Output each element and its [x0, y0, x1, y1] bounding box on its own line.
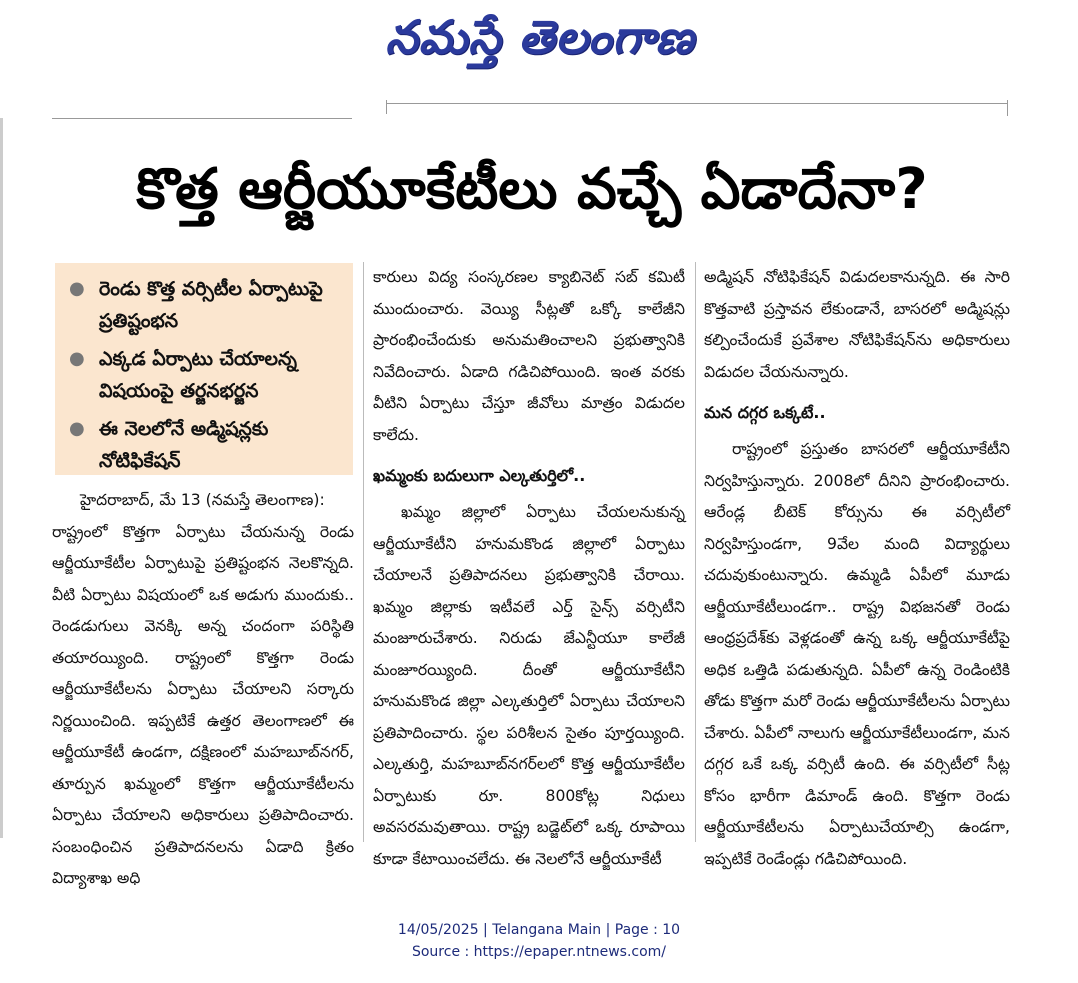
- footer-source: Source : https://epaper.ntnews.com/: [411, 944, 667, 960]
- rule-tick-right: [1007, 100, 1008, 116]
- highlight-text: రెండు కొత్త వర్సిటీల ఏర్పాటుపై ప్రతిష్టంభన: [99, 278, 323, 332]
- section-subhead: మన దగ్గర ఒక్కటే..: [704, 403, 826, 422]
- section-subhead: ఖమ్మంకు బదులుగా ఎల్కతుర్తిలో..: [373, 466, 586, 485]
- column-divider: [695, 262, 696, 842]
- bullet-icon: ●: [69, 348, 85, 369]
- highlight-text: ఈ నెలలోనే అడ్మిషన్లకు నోటిఫికేషన్: [99, 418, 269, 472]
- column-divider: [363, 262, 364, 842]
- highlight-text: ఎక్కడ ఏర్పాటు చేయాలన్న విషయంపై తర్జనభర్జన: [99, 348, 297, 402]
- bullet-icon: ●: [69, 278, 85, 299]
- highlights-box: [55, 263, 353, 475]
- body-paragraph: రాష్ట్రంలో కొత్తగా ఏర్పాటు చేయనున్న రెండు ఆర్జీయూకేటీల ఏర్పాటుపై ప్రతిష్టంభన నెలకొన్నది. వీటి ఏర్పాటు విషయంలో ఒక అడుగు ముందుకు.. రెండడుగులు వెనక్కి అన్న చందంగా పరిస్థితి తయారయ్యింది. రాష్ట్రంలో కొత్తగా రెండు ఆర్జీయూకేటీలను ఏర్పాటు చేయాలని సర్కారు నిర్ణయించింది. ఇప్పటికే ఉత్తర తెలంగాణలో ఈ ఆర్జీయూకేటీ ఉండగా, దక్షిణంలో మహబూబ్‌నగర్, తూర్పున ఖమ్మంలో కొత్తగా ఆర్జీయూకేటీలను ఏర్పాటు చేయాలని అధికారులు ప్రతిపాదించారు. సంబంధించిన ప్రతిపాదనలను ఏడాది క్రితం విద్యాశాఖ అధి: [52, 522, 354, 887]
- dateline: హైదరాబాద్, మే 13 (నమస్తే తెలంగాణ):: [80, 491, 325, 509]
- top-rule-left: [52, 118, 352, 119]
- article-column-3: [704, 262, 1010, 875]
- highlight-item: [69, 273, 343, 337]
- bullet-icon: ●: [69, 418, 85, 439]
- footer-date-page: 14/05/2025 | Telangana Main | Page : 10: [397, 922, 681, 938]
- article-column-1: [52, 485, 354, 895]
- page-edge-line: [0, 118, 3, 838]
- body-paragraph: ఖమ్మం జిల్లాలో ఏర్పాటు చేయలనుకున్న ఆర్జీయూకేటీని హనుమకొండ జిల్లాలో ఏర్పాటు చేయాలనే ప్రతిపాదనలు ప్రభుత్వానికి చేరాయి. ఖమ్మం జిల్లాకు ఇటీవలే ఎర్త్ సైన్స్ వర్సిటీని మంజూరుచేశారు. నిరుడు జేఎన్టీయూ కాలేజీ మంజూరయ్యింది. దీంతో ఆర్జీయూకేటీని హనుమకొండ జిల్లా ఎల్కతుర్తిలో ఏర్పాటు చేయాలని ప్రతిపాదించారు. స్థల పరిశీలన సైతం పూర్తయ్యింది. ఎల్కతుర్తి, మహబూబ్‌నగర్‌లలో కొత్త ఆర్జీయూకేటీల ఏర్పాటుకు రూ. 800కోట్ల నిధులు అవసరమవుతాయి. రాష్ట్ర బడ్జెట్‌లో ఒక్క రూపాయి కూడా కేటాయించలేదు. ఈ నెలలోనే ఆర్జీయూకేటీ: [373, 503, 685, 868]
- highlight-item: [69, 343, 343, 407]
- highlight-item: [69, 413, 343, 477]
- body-paragraph: రాష్ట్రంలో ప్రస్తుతం బాసరలో ఆర్జీయూకేటీని నిర్వహిస్తున్నారు. 2008లో దీనిని ప్రారంభించారు. ఆరేండ్ల బీటెక్ కోర్సును ఈ వర్సిటీలో నిర్వహిస్తుండగా, 9వేల మంది విద్యార్థులు చదువుకుంటున్నారు. ఉమ్మడి ఏపీలో మూడు ఆర్జీయూకేటీలుండగా.. రాష్ట్ర విభజనతో రెండు ఆంధ్రప్రదేశ్‌కు వెళ్లడంతో ఉన్న ఒక్క ఆర్జీయూకేటీపై అధిక ఒత్తిడి పడుతున్నది. ఏపీలో ఉన్న రెండింటికి తోడు కొత్తగా మరో రెండు ఆర్జీయూకేటీలను ఏర్పాటు చేశారు. ఏపీలో నాలుగు ఆర్జీయూకేటీలుండగా, మన దగ్గర ఒకే ఒక్క వర్సిటీ ఉంది. ఈ వర్సిటీలో సీట్ల కోసం భారీగా డిమాండ్ ఉంది. కొత్తగా రెండు ఆర్జీయూకేటీలను ఏర్పాటుచేయాల్సి ఉండగా, ఇప్పటికే రెండేండ్లు గడిచిపోయింది.: [704, 440, 1010, 868]
- body-paragraph: అడ్మిషన్ నోటిఫికేషన్ విడుదలకానున్నది. ఈ సారి కొత్తవాటి ప్రస్తావన లేకుండానే, బాసరలో అడ్మిషన్లు కల్పించేందుకే ప్రవేశాల నోటిఫికేషన్‌ను అధికారులు విడుదల చేయనున్నారు.: [704, 268, 1010, 381]
- body-paragraph: కారులు విద్య సంస్కరణల క్యాబినెట్ సబ్ కమిటీ ముందుంచారు. వెయ్యి సీట్లతో ఒక్కో కాలేజీని ప్రారంభించేందుకు అనుమతించాలని ప్రభుత్వానికి నివేదించారు. ఏడాది గడిచిపోయింది. ఇంత వరకు వీటిని ఏర్పాటు చేస్తూ జీవోలు మాత్రం విడుదల కాలేదు.: [373, 268, 685, 444]
- article-headline: కొత్త ఆర్జీయూకేటీలు వచ్చే ఏడాదేనా?: [136, 157, 928, 222]
- rule-tick-left: [386, 100, 387, 114]
- top-rule-right: [386, 103, 1008, 104]
- newspaper-masthead: నమస్తే తెలంగాణ: [385, 10, 695, 64]
- article-column-2: [373, 262, 685, 875]
